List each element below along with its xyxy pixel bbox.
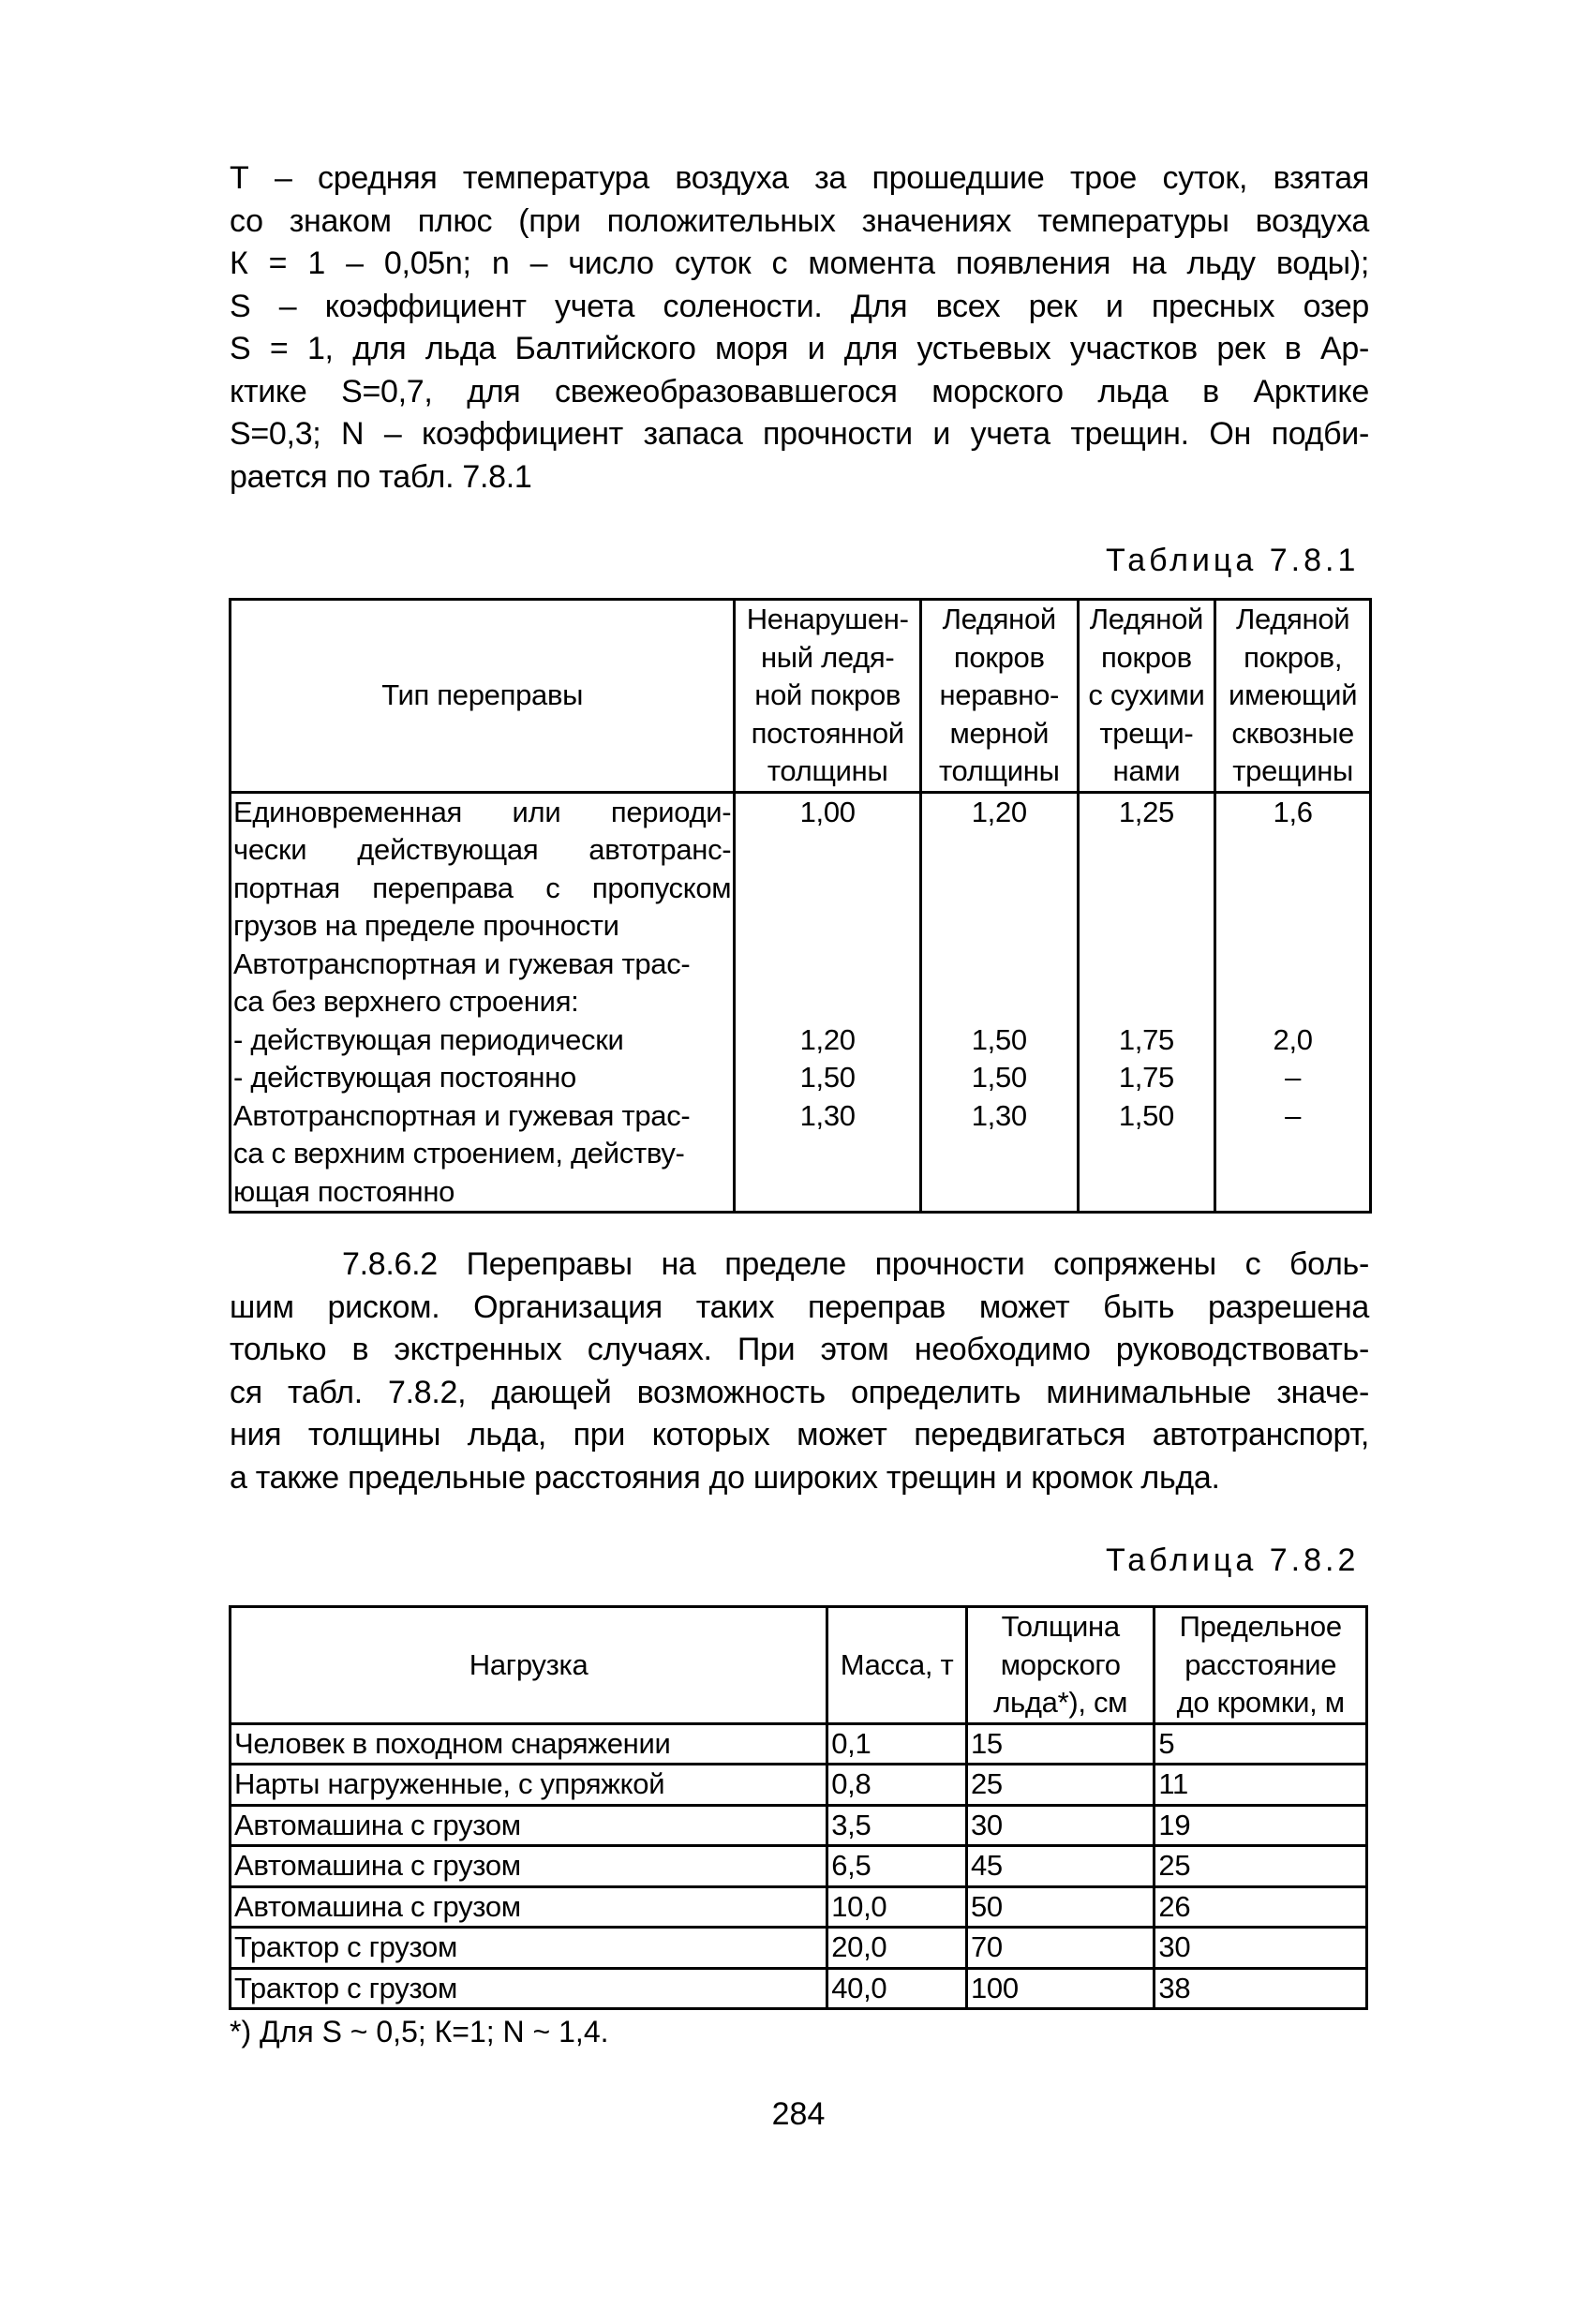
undisturbed-ice-values: 1,00 1,20 1,50 1,30 xyxy=(735,792,921,1213)
table-782 xyxy=(229,1605,1368,2010)
distance-cell: 19 xyxy=(1155,1805,1367,1846)
load-cell: Автомашина с грузом xyxy=(231,1846,827,1887)
load-cell: Человек в походном снаряжении xyxy=(231,1723,827,1765)
load-cell: Трактор с грузом xyxy=(231,1928,827,1969)
mass-cell: 20,0 xyxy=(827,1928,967,1969)
header-undisturbed-ice: Ненарушен- ный ледя- ной покров постоянной толщины xyxy=(735,600,921,793)
paragraph-line: шим риском. Организация таких переправ может быть разрешена xyxy=(230,1289,1369,1325)
header-dry-cracks: Ледяной покров с сухими трещи- нами xyxy=(1078,600,1215,793)
paragraph-line: S=0,3; N – коэффициент запаса прочности и учета трещин. Он подби- xyxy=(230,416,1369,452)
intro-paragraph xyxy=(230,157,1369,499)
distance-cell: 30 xyxy=(1155,1928,1367,1969)
mass-cell: 10,0 xyxy=(827,1886,967,1928)
dry-cracks-values: 1,25 1,75 1,75 1,50 xyxy=(1078,792,1215,1213)
paragraph-line: К = 1 – 0,05n; n – число суток с момента появления на льду воды); xyxy=(230,246,1369,281)
table-header-row xyxy=(231,1607,1367,1724)
paragraph-line: ния толщины льда, при которых может передвигаться автотранспорт, xyxy=(230,1417,1369,1452)
header-through-cracks: Ледяной покров, имеющий сквозные трещины xyxy=(1215,600,1371,793)
thickness-cell: 100 xyxy=(966,1968,1154,2009)
paragraph-line: только в экстренных случаях. При этом необходимо руководствовать- xyxy=(230,1332,1369,1367)
table-row xyxy=(231,1928,1367,1969)
paragraph-line: рается по табл. 7.8.1 xyxy=(230,458,532,495)
table-row xyxy=(231,1886,1367,1928)
paragraph-line: со знаком плюс (при положительных значениях температуры воздуха xyxy=(230,202,1369,239)
crossing-type-cell: Единовременная или периоди- чески действующая автотранс- портная переправа с пропуском грузов на пределе прочности Автотранспортная и гужевая трас- са без верхнего строения: - действующая периодически - действующая постоянно Автотранспортная и гужевая трас- са с верхним строением, действу- ющая постоянно xyxy=(231,792,735,1213)
paragraph-line: Т – средняя температура воздуха за прошедшие трое суток, взятая xyxy=(230,160,1369,196)
table-row xyxy=(231,1805,1367,1846)
mass-cell: 40,0 xyxy=(827,1968,967,2009)
table-782-caption: Таблица 7.8.2 xyxy=(1106,1542,1360,1578)
thickness-cell: 30 xyxy=(966,1805,1154,1846)
distance-cell: 26 xyxy=(1155,1886,1367,1928)
thickness-cell: 70 xyxy=(966,1928,1154,1969)
table-781 xyxy=(229,598,1372,1214)
paragraph-line: S = 1, для льда Балтийского моря и для устьевых участков рек в Ар- xyxy=(230,331,1369,366)
paragraph-line: 7.8.6.2 Переправы на пределе прочности сопряжены с боль- xyxy=(342,1246,1369,1282)
distance-cell: 5 xyxy=(1155,1723,1367,1765)
paragraph-line: ктике S=0,7, для свежеобразовавшегося морского льда в Арктике xyxy=(230,373,1369,410)
header-uneven-ice: Ледяной покров неравно- мерной толщины xyxy=(921,600,1079,793)
table-footnote: *) Для S ~ 0,5; К=1; N ~ 1,4. xyxy=(230,2015,609,2048)
distance-cell: 25 xyxy=(1155,1846,1367,1887)
thickness-cell: 45 xyxy=(966,1846,1154,1887)
load-cell: Нарты нагруженные, с упряжкой xyxy=(231,1765,827,1806)
header-load: Нагрузка xyxy=(231,1607,827,1724)
load-cell: Трактор с грузом xyxy=(231,1968,827,2009)
thickness-cell: 15 xyxy=(966,1723,1154,1765)
paragraph-line: S – коэффициент учета солености. Для всех рек и пресных озер xyxy=(230,288,1369,324)
distance-cell: 11 xyxy=(1155,1765,1367,1806)
table-header-row xyxy=(231,600,1371,793)
paragraph-line: а также предельные расстояния до широких трещин и кромок льда. xyxy=(230,1459,1220,1496)
table-body-row xyxy=(231,792,1371,1213)
load-cell: Автомашина с грузом xyxy=(231,1805,827,1846)
paragraph-line: ся табл. 7.8.2, дающей возможность определить минимальные значе- xyxy=(230,1374,1369,1410)
mass-cell: 0,8 xyxy=(827,1765,967,1806)
table-row xyxy=(231,1846,1367,1887)
mass-cell: 0,1 xyxy=(827,1723,967,1765)
thickness-cell: 25 xyxy=(966,1765,1154,1806)
uneven-ice-values: 1,20 1,50 1,50 1,30 xyxy=(921,792,1079,1213)
header-edge-distance: Предельное расстояние до кромки, м xyxy=(1155,1607,1367,1724)
header-crossing-type: Тип переправы xyxy=(231,600,735,793)
through-cracks-values: 1,6 2,0 – – xyxy=(1215,792,1371,1213)
load-cell: Автомашина с грузом xyxy=(231,1886,827,1928)
thickness-cell: 50 xyxy=(966,1886,1154,1928)
mass-cell: 3,5 xyxy=(827,1805,967,1846)
header-ice-thickness: Толщина морского льда*), см xyxy=(966,1607,1154,1724)
table-row xyxy=(231,1968,1367,2009)
table-row xyxy=(231,1723,1367,1765)
table-781-caption: Таблица 7.8.1 xyxy=(1106,543,1360,578)
mass-cell: 6,5 xyxy=(827,1846,967,1887)
distance-cell: 38 xyxy=(1155,1968,1367,2009)
page-number: 284 xyxy=(771,2096,826,2132)
section-paragraph xyxy=(230,1244,1369,1499)
table-row xyxy=(231,1765,1367,1806)
header-mass: Масса, т xyxy=(827,1607,967,1724)
